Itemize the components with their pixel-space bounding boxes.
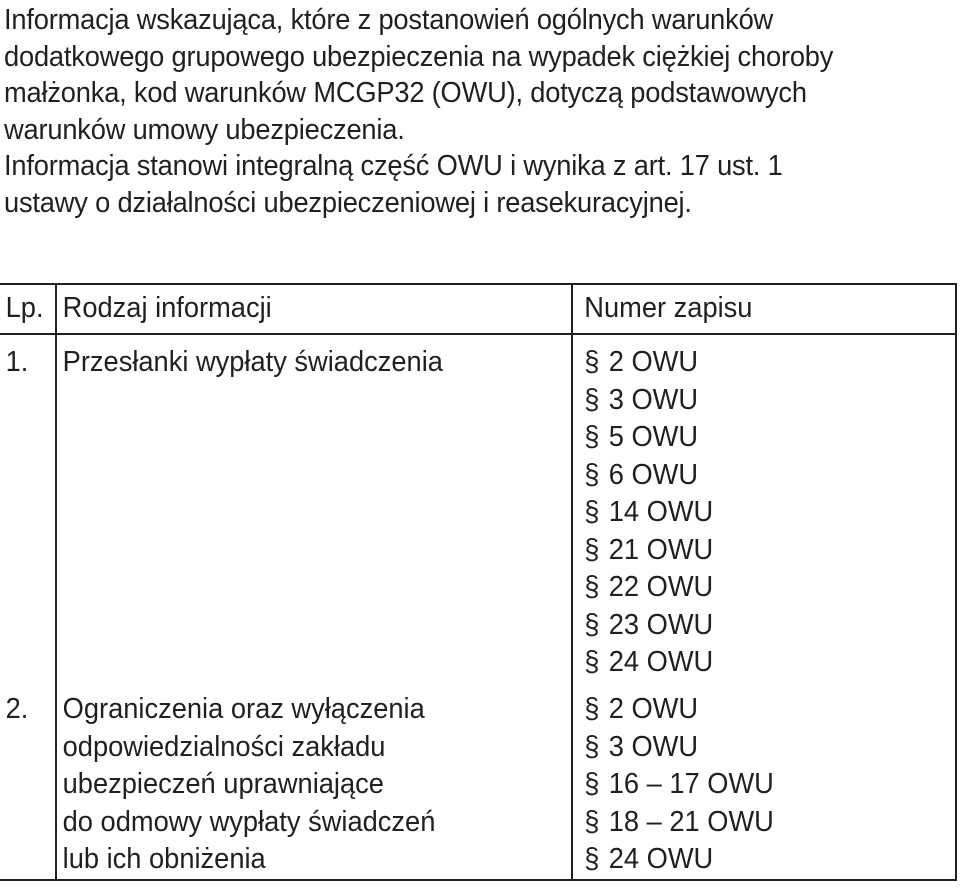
section-symbol: § [583, 571, 600, 603]
reference-item [584, 569, 932, 607]
row-type [56, 682, 572, 880]
reference-text: 18 – 21 OWU [608, 805, 774, 838]
header-type: Rodzaj informacji [56, 284, 572, 334]
reference-text: 2 OWU [608, 346, 698, 378]
reference-text: 3 OWU [608, 383, 698, 416]
section-symbol: § [583, 608, 600, 641]
table-row [0, 682, 956, 880]
reference-item [584, 494, 932, 532]
reference-text: 24 OWU [608, 843, 713, 875]
intro-line: ustawy o działalności ubezpieczeniowej i reasekuracyjnej. [4, 186, 692, 219]
reference-item [584, 457, 932, 495]
section-symbol: § [583, 383, 600, 416]
reference-text: 2 OWU [608, 693, 698, 725]
type-line: Ograniczenia oraz wyłączenia [62, 693, 425, 725]
section-symbol: § [583, 646, 600, 678]
section-symbol: § [583, 496, 600, 528]
reference-item [584, 344, 932, 382]
intro-paragraph-1 [4, 2, 897, 148]
reference-text: 3 OWU [608, 730, 698, 763]
intro-paragraph-2 [4, 148, 897, 221]
reference-text: 21 OWU [608, 533, 713, 566]
reference-item [584, 766, 932, 804]
intro-line: warunków umowy ubezpieczenia. [4, 113, 405, 146]
reference-item [584, 691, 932, 729]
intro-line: dodatkowego grupowego ubezpieczenia na wypadek ciężkiej choroby [4, 40, 834, 73]
intro-line: Informacja wskazująca, które z postanowień ogólnych warunków [4, 4, 774, 36]
reference-item [584, 382, 932, 420]
reference-text: 22 OWU [608, 571, 713, 603]
type-line: do odmowy wypłaty świadczeń [62, 805, 436, 838]
row-lp: 2. [0, 682, 56, 880]
row-refs [572, 682, 956, 880]
reference-item [584, 644, 932, 682]
section-symbol: § [583, 421, 600, 453]
section-symbol: § [583, 693, 600, 725]
header-lp: Lp. [0, 284, 56, 334]
reference-text: 16 – 17 OWU [608, 768, 774, 800]
type-line: ubezpieczeń uprawniające [62, 768, 384, 800]
row-type [56, 334, 572, 682]
reference-text: 6 OWU [608, 458, 698, 491]
intro-line: Informacja stanowi integralną część OWU i wynika z art. 17 ust. 1 [4, 150, 783, 183]
intro-line: małżonka, kod warunków MCGP32 (OWU), dotyczą podstawowych [4, 77, 807, 110]
row-lp: 1. [0, 334, 56, 682]
reference-item [584, 804, 932, 842]
table-header-row [0, 284, 956, 334]
information-table [0, 283, 957, 881]
reference-text: 23 OWU [608, 608, 713, 641]
reference-item [584, 729, 932, 767]
reference-text: 14 OWU [608, 496, 713, 528]
section-symbol: § [583, 533, 600, 566]
reference-item [584, 841, 932, 879]
type-line: Przesłanki wypłaty świadczenia [62, 346, 443, 378]
table-row [0, 334, 956, 682]
section-symbol: § [583, 843, 600, 875]
reference-text: 5 OWU [608, 421, 698, 453]
header-number: Numer zapisu [572, 284, 956, 334]
section-symbol: § [583, 805, 600, 838]
section-symbol: § [583, 458, 600, 491]
row-refs [572, 334, 956, 682]
reference-text: 24 OWU [608, 646, 713, 678]
reference-item [584, 419, 932, 457]
intro-text [4, 2, 897, 222]
type-line: lub ich obniżenia [62, 843, 266, 875]
type-line: odpowiedzialności zakładu [62, 730, 386, 763]
reference-item [584, 607, 932, 645]
section-symbol: § [583, 768, 600, 800]
section-symbol: § [583, 730, 600, 763]
reference-item [584, 532, 932, 570]
section-symbol: § [583, 346, 600, 378]
